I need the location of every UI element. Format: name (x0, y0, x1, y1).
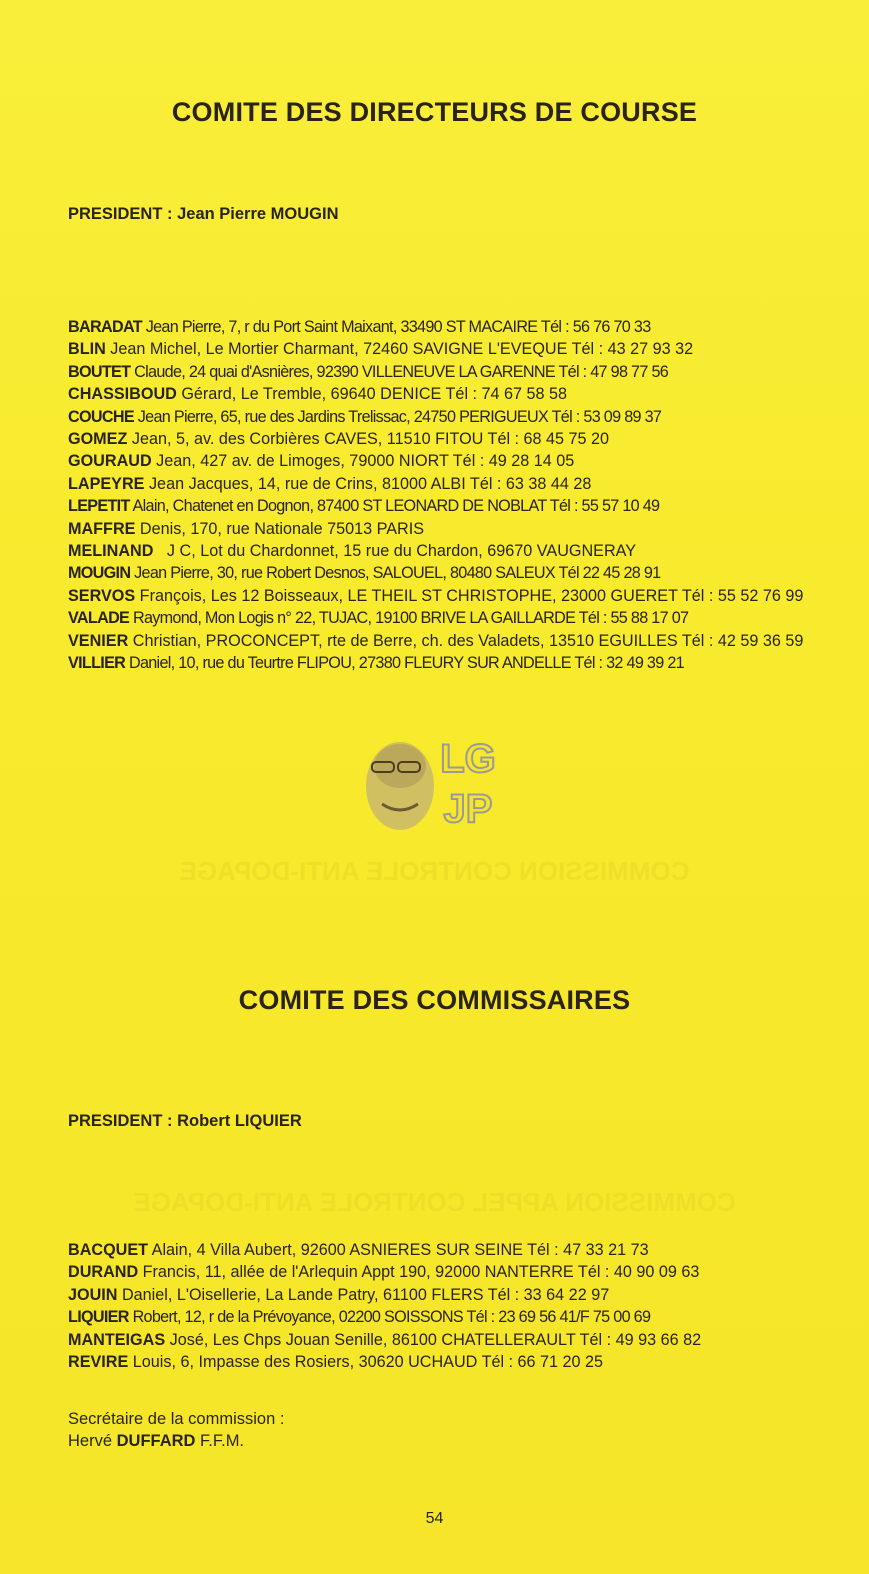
member-name: LEPETIT (68, 497, 130, 516)
member-name: BACQUET (68, 1241, 149, 1259)
commissioners-president: PRESIDENT : Robert LIQUIER (68, 1112, 302, 1130)
member-details: François, Les 12 Boisseaux, LE THEIL ST CHRISTOPHE, 23000 GUERET Tél : 55 52 76 99 (135, 586, 804, 605)
directors-president: PRESIDENT : Jean Pierre MOUGIN (68, 205, 339, 223)
lgjp-logo-graphic (360, 726, 510, 838)
member-details: Claude, 24 quai d'Asnières, 92390 VILLENEUVE LA GARENNE Tél : 47 98 77 56 (130, 362, 669, 381)
member-name: COUCHE (68, 407, 134, 426)
list-item (68, 1261, 828, 1283)
bleed-through-heading: COMMISSION CONTROLE ANTI-DOPAGE (179, 856, 690, 886)
member-details: José, Les Chps Jouan Senille, 86100 CHATELLERAULT Tél : 49 93 66 82 (165, 1330, 702, 1349)
list-item (68, 361, 828, 383)
member-details: Alain, 4 Villa Aubert, 92600 ASNIERES SUR SEINE Tél : 47 33 21 73 (148, 1241, 649, 1259)
member-name: LIQUIER (68, 1308, 129, 1327)
member-details: Christian, PROCONCEPT, rte de Berre, ch. des Valadets, 13510 EGUILLES Tél : 42 59 36 59 (128, 631, 804, 650)
list-item (68, 518, 828, 540)
member-name: CHASSIBOUD (68, 385, 177, 404)
logo-text-bottom: JP (443, 787, 493, 831)
secretary-block (68, 1408, 284, 1452)
member-details: Jean Michel, Le Mortier Charmant, 72460 SAVIGNE L'EVEQUE Tél : 43 27 93 32 (105, 340, 694, 359)
member-details: Jean Jacques, 14, rue de Crins, 81000 ALBI Tél : 63 38 44 28 (144, 474, 592, 493)
list-item (68, 1306, 828, 1328)
directors-list (68, 316, 828, 675)
list-item (68, 450, 828, 472)
member-details: Jean Pierre, 65, rue des Jardins Trelissac, 24750 PERIGUEUX Tél : 53 09 89 37 (133, 407, 662, 426)
member-name: GOURAUD (68, 452, 152, 471)
member-name: MELINAND (68, 542, 154, 561)
commissioners-list (68, 1239, 828, 1373)
list-item (68, 428, 828, 450)
logo-text-top: LG (440, 737, 496, 781)
member-name: VENIER (68, 631, 129, 650)
list-item (68, 383, 828, 405)
member-details: Daniel, 10, rue du Teurtre FLIPOU, 27380 FLEURY SUR ANDELLE Tél : 32 49 39 21 (125, 654, 684, 673)
commissioners-title: COMITE DES COMMISSAIRES (238, 985, 631, 1015)
list-item (68, 630, 828, 652)
bleed-through-heading: COMMISSION APPEL CONTROLE ANTI-DOPAGE (133, 1187, 736, 1217)
secretary-last-name: DUFFARD (116, 1432, 196, 1450)
member-details: Gérard, Le Tremble, 69640 DENICE Tél : 74 67 58 58 (176, 385, 568, 404)
member-name: VALADE (68, 609, 130, 628)
list-item (68, 1329, 828, 1351)
member-details: Jean, 427 av. de Limoges, 79000 NIORT Tél : 49 28 14 05 (151, 452, 575, 471)
list-item (68, 652, 828, 674)
page-number: 54 (425, 1510, 444, 1527)
member-name: BARADAT (68, 318, 142, 336)
list-item (68, 607, 828, 629)
list-item (68, 562, 828, 584)
member-name: SERVOS (68, 586, 136, 605)
member-name: GOMEZ (68, 430, 128, 449)
list-item (68, 540, 828, 562)
member-details: Jean Pierre, 7, r du Port Saint Maixant, 33490 ST MACAIRE Tél : 56 76 70 33 (141, 318, 651, 336)
member-details: Robert, 12, r de la Prévoyance, 02200 SOISSONS Tél : 23 69 56 41/F 75 00 69 (128, 1308, 651, 1327)
lgjp-logo (360, 726, 510, 838)
secretary-org: F.F.M. (195, 1432, 245, 1450)
member-name: VILLIER (68, 654, 126, 673)
list-item (68, 1239, 828, 1261)
list-item (68, 1284, 828, 1306)
member-name: LAPEYRE (68, 474, 145, 493)
secretary-line (68, 1430, 284, 1452)
member-name: MOUGIN (68, 564, 131, 583)
list-item (68, 316, 828, 338)
member-name: BLIN (68, 340, 106, 359)
member-details: Jean, 5, av. des Corbières CAVES, 11510 FITOU Tél : 68 45 75 20 (127, 430, 610, 449)
member-details: Jean Pierre, 30, rue Robert Desnos, SALOUEL, 80480 SALEUX Tél 22 45 28 91 (130, 564, 661, 583)
list-item (68, 338, 828, 360)
member-name: JOUIN (68, 1285, 118, 1304)
member-details: Louis, 6, Impasse des Rosiers, 30620 UCHAUD Tél : 66 71 20 25 (128, 1353, 604, 1372)
list-item (68, 585, 828, 607)
member-details: Daniel, L'Oisellerie, La Lande Patry, 61100 FLERS Tél : 33 64 22 97 (117, 1285, 610, 1304)
list-item (68, 1351, 828, 1373)
list-item (68, 406, 828, 428)
list-item (68, 473, 828, 495)
secretary-first-name: Hervé (68, 1432, 117, 1450)
member-name: BOUTET (68, 362, 131, 381)
member-name: DURAND (68, 1263, 139, 1282)
list-item (68, 495, 828, 517)
directors-title: COMITE DES DIRECTEURS DE COURSE (171, 97, 698, 127)
secretary-label: Secrétaire de la commission : (68, 1410, 285, 1428)
member-name: REVIRE (68, 1353, 129, 1372)
member-name: MANTEIGAS (68, 1330, 166, 1349)
member-details: Raymond, Mon Logis n° 22, TUJAC, 19100 BRIVE LA GAILLARDE Tél : 55 88 17 07 (129, 609, 689, 628)
member-details: Alain, Chatenet en Dognon, 87400 ST LEONARD DE NOBLAT Tél : 55 57 10 49 (129, 497, 660, 516)
member-details: Francis, 11, allée de l'Arlequin Appt 190, 92000 NANTERRE Tél : 40 90 09 63 (138, 1263, 700, 1282)
member-name: MAFFRE (68, 519, 136, 538)
member-details: Denis, 170, rue Nationale 75013 PARIS (135, 519, 424, 538)
member-details: J C, Lot du Chardonnet, 15 rue du Chardon, 69670 VAUGNERAY (153, 542, 637, 561)
